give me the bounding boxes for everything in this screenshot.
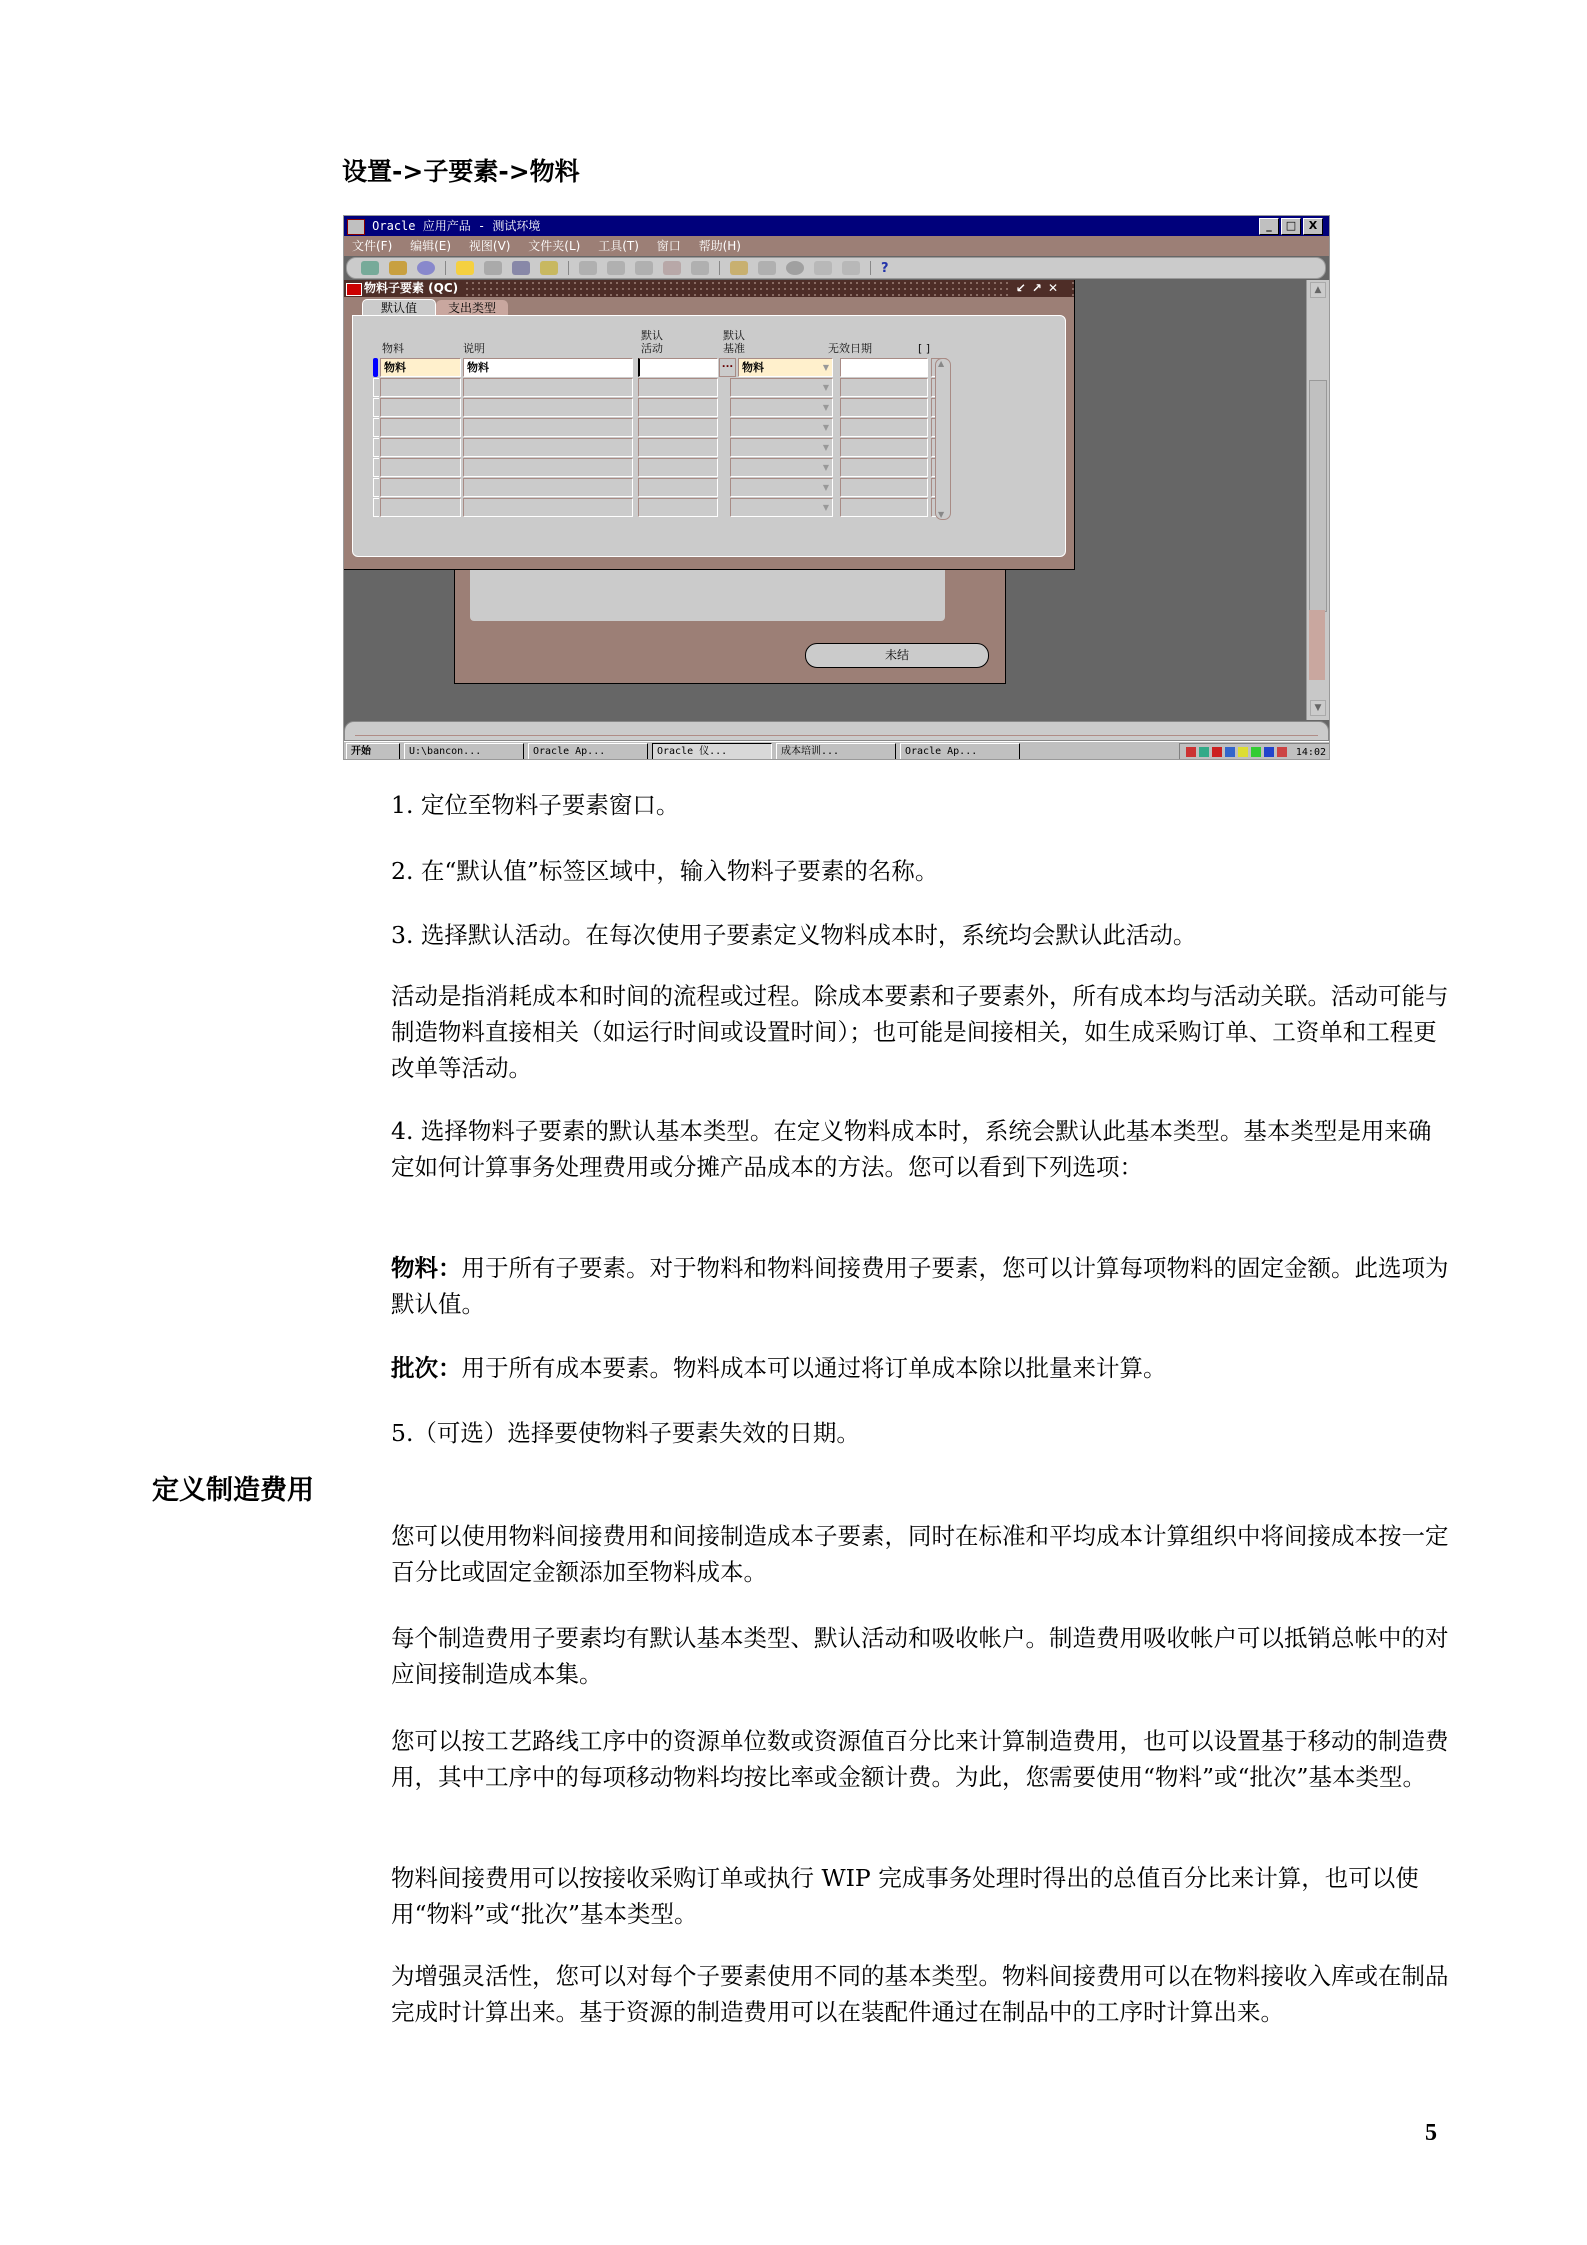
record-indicator[interactable] [373,458,379,477]
taskbar-item[interactable]: U:\bancon... [404,743,524,760]
toolbar-separator [870,261,871,275]
tray-icon[interactable] [1186,747,1196,757]
page-number: 5 [1425,2120,1437,2146]
tray-icon[interactable] [1251,747,1261,757]
oracle-screenshot [343,215,1330,760]
menu-bar [344,236,1329,256]
scroll-thumb[interactable] [1309,380,1327,612]
basis-select[interactable] [730,498,833,517]
step-2: 2. 在“默认值”标签区域中，输入物料子要素的名称。 [391,857,939,885]
windows-taskbar [344,741,1330,760]
chevron-down-icon[interactable]: ▼ [822,423,829,432]
record-indicator[interactable] [373,498,379,517]
translations-icon[interactable] [786,261,804,275]
form-title: 物料子要素 (QC) [344,280,464,297]
col-header-basis-1: 默认 [723,329,745,342]
menu-folder[interactable]: 文件夹(L) [528,239,581,253]
record-indicator[interactable] [373,398,379,417]
menu-window[interactable]: 窗口 [656,239,681,253]
basis-select[interactable] [730,458,833,477]
help-icon[interactable]: ? [881,260,889,276]
step-1: 1. 定位至物料子要素窗口。 [391,791,680,819]
form-maximize-icon[interactable]: ↗ [1031,281,1048,295]
basis-select[interactable] [730,398,833,417]
basis-select[interactable] [730,478,833,497]
window-titlebar [344,216,1329,236]
col-header-activity-1: 默认 [641,329,663,342]
save-icon[interactable] [456,261,474,275]
col-header-description: 说明 [463,342,485,355]
option-item [391,1250,1451,1322]
activity-field[interactable] [638,398,718,417]
step-4: 4. 选择物料子要素的默认基本类型。在定义物料成本时，系统会默认此基本类型。基本类型是用来确定如何计算事务处理费用或分摊产品成本的方法。您可以看到下列选项： [391,1117,1432,1181]
description-field[interactable] [463,458,633,477]
col-header-dff: [ ] [918,342,931,355]
item-field[interactable] [380,378,461,397]
col-header-activity-2: 活动 [641,342,663,355]
menu-edit[interactable]: 编辑(E) [410,239,452,253]
scroll-up-icon[interactable]: ▲ [1310,282,1326,298]
defaults-panel [352,315,1066,557]
window-title: Oracle 应用产品 - 测试环境 [372,219,541,233]
mdi-vertical-scrollbar[interactable] [1306,280,1329,720]
next-step-icon[interactable] [484,261,502,275]
tray-icon[interactable] [1212,747,1222,757]
system-tray [1179,743,1330,760]
scroll-down-icon[interactable]: ▼ [938,510,945,519]
option-lot [391,1350,1451,1386]
form-minimize-icon[interactable]: ↙ [1015,281,1032,295]
basis-select[interactable] [730,418,833,437]
minimize-button[interactable]: _ [1259,218,1279,235]
record-indicator[interactable] [373,438,379,457]
col-header-inactive-date: 无效日期 [828,342,872,355]
activity-field[interactable] [638,418,718,437]
activity-field[interactable] [638,438,718,457]
oracle-app-icon [347,219,365,235]
copy-icon[interactable] [607,261,625,275]
col-header-basis-2: 基准 [723,342,745,355]
close-form-icon[interactable] [540,261,558,275]
option-lot-text: 用于所有成本要素。物料成本可以通过将订单成本除以批量来计算。 [461,1354,1167,1382]
chevron-down-icon[interactable]: ▼ [822,483,829,492]
basis-select[interactable] [730,378,833,397]
inactive-date-field[interactable] [840,438,928,457]
chevron-down-icon[interactable]: ▼ [822,363,829,372]
description-field[interactable] [463,378,633,397]
item-field[interactable] [380,398,461,417]
description-field[interactable] [463,398,633,417]
close-button[interactable]: X [1303,218,1323,235]
tray-icon[interactable] [1225,747,1235,757]
description-field[interactable] [463,438,633,457]
inactive-date-field[interactable] [840,458,928,477]
inactive-date-field[interactable] [840,358,928,377]
attachments-icon[interactable] [814,261,832,275]
inactive-date-field[interactable] [840,478,928,497]
inactive-date-field[interactable] [840,498,928,517]
new-record-icon[interactable] [361,261,379,275]
scroll-up-icon[interactable]: ▲ [938,359,945,368]
status-bar [344,721,1329,741]
chevron-down-icon[interactable]: ▼ [822,443,829,452]
form-titlebar [344,280,1074,297]
tray-icon[interactable] [1264,747,1274,757]
step-5: 5.（可选）选择要使物料子要素失效的日期。 [391,1419,860,1447]
taskbar-item-active[interactable]: Oracle 仪... [652,743,772,760]
chevron-down-icon[interactable]: ▼ [822,503,829,512]
clock: 14:02 [1295,746,1326,758]
taskbar-item[interactable]: Oracle Ap... [528,743,648,760]
maximize-button[interactable]: □ [1281,218,1301,235]
section-paragraph-2: 每个制造费用子要素均有默认基本类型、默认活动和吸收帐户。制造费用吸收帐户可以抵销总帐中的对应间接制造成本集。 [391,1624,1449,1688]
option-item-text: 用于所有子要素。对于物料和物料间接费用子要素，您可以计算每项物料的固定金额。此选项为默认值。 [391,1254,1449,1318]
activity-field[interactable] [638,498,718,517]
zoom-icon[interactable] [758,261,776,275]
option-item-label: 物料： [391,1254,462,1282]
basis-value: 物料 [742,361,764,374]
chevron-down-icon[interactable]: ▼ [822,463,829,472]
activity-field[interactable] [638,478,718,497]
activity-field[interactable] [638,358,718,377]
records-scrollbar[interactable] [935,358,951,520]
inactive-date-field[interactable] [840,378,928,397]
record-indicator[interactable] [373,378,379,397]
start-button[interactable]: 开始 [346,743,400,760]
form-tabs [362,299,508,316]
activity-note: 活动是指消耗成本和时间的流程或过程。除成本要素和子要素外，所有成本均与活动关联。活动可能与制造物料直接相关（如运行时间或设置时间）；也可能是间接相关，如生成采购订单、工资单和工程更改单等活动。 [391,982,1449,1082]
item-subelements-form [344,280,1075,570]
open-button[interactable]: 未结 [805,643,989,668]
item-field[interactable] [380,478,461,497]
item-field[interactable]: 物料 [380,358,461,377]
description-field[interactable] [463,418,633,437]
taskbar-item[interactable]: Oracle Ap... [900,743,1020,760]
clear-record-icon[interactable] [663,261,681,275]
inactive-date-field[interactable] [840,398,928,417]
item-field[interactable] [380,418,461,437]
toolbar-separator [719,261,720,275]
item-field[interactable] [380,498,461,517]
section-paragraph-3: 您可以按工艺路线工序中的资源单位数或资源值百分比来计算制造费用，也可以设置基于移动的制造费用，其中工序中的每项移动物料均按比率或金额计费。为此，您需要使用“物料”或“批次”基本类型。 [391,1727,1449,1791]
scroll-track [1309,610,1325,680]
subheading: 设置->子要素->物料 [342,157,580,186]
chevron-down-icon[interactable]: ▼ [822,383,829,392]
paste-icon[interactable] [635,261,653,275]
tab-expenditure-type[interactable]: 支出类型 [436,300,508,316]
menu-view[interactable]: 视图(V) [468,239,511,253]
toolbar-separator [445,261,446,275]
record-indicator[interactable] [373,418,379,437]
item-field[interactable] [380,458,461,477]
toolbar [346,257,1326,279]
menu-help[interactable]: 帮助(H) [698,239,741,253]
chevron-down-icon[interactable]: ▼ [822,403,829,412]
description-field[interactable] [463,478,633,497]
menu-file[interactable]: 文件(F) [352,239,393,253]
option-lot-label: 批次： [391,1354,462,1382]
form-close-icon[interactable]: ✕ [1047,281,1064,295]
tray-icon[interactable] [1199,747,1209,757]
volume-icon[interactable] [1238,747,1248,757]
section-title: 定义制造费用 [152,1475,314,1506]
section-paragraph-4: 物料间接费用可以按接收采购订单或执行 WIP 完成事务处理时得出的总值百分比来计算，也可以使用“物料”或“批次”基本类型。 [391,1864,1419,1928]
lov-button[interactable]: ... [719,358,736,377]
description-field[interactable] [463,498,633,517]
cut-icon[interactable] [579,261,597,275]
item-field[interactable] [380,438,461,457]
taskbar-item[interactable]: 成本培训... [776,743,896,760]
tray-icon[interactable] [1277,747,1287,757]
activity-field[interactable] [638,458,718,477]
basis-select[interactable] [730,438,833,457]
tab-defaults[interactable]: 默认值 [362,299,436,316]
navigator-icon[interactable] [417,261,435,275]
description-field[interactable]: 物料 [463,358,633,377]
delete-record-icon[interactable] [691,261,709,275]
current-record-indicator[interactable] [373,358,378,377]
basis-select[interactable] [738,358,833,377]
menu-tools[interactable]: 工具(T) [598,239,639,253]
section-paragraph-1: 您可以使用物料间接费用和间接制造成本子要素，同时在标准和平均成本计算组织中将间接成本按一定百分比或固定金额添加至物料成本。 [391,1522,1449,1586]
col-header-item: 物料 [382,342,404,355]
step-3: 3. 选择默认活动。在每次使用子要素定义物料成本时，系统均会默认此活动。 [391,921,1197,949]
print-icon[interactable] [512,261,530,275]
toolbar-separator [568,261,569,275]
edit-field-icon[interactable] [730,261,748,275]
inactive-date-field[interactable] [840,418,928,437]
find-icon[interactable] [389,261,407,275]
folder-tools-icon[interactable] [842,261,860,275]
scroll-down-icon[interactable]: ▼ [1310,700,1326,716]
record-indicator[interactable] [373,478,379,497]
section-paragraph-5: 为增强灵活性，您可以对每个子要素使用不同的基本类型。物料间接费用可以在物料接收入库或在制品完成时计算出来。基于资源的制造费用可以在装配件通过在制品中的工序时计算出来。 [391,1962,1449,2026]
activity-field[interactable] [638,378,718,397]
